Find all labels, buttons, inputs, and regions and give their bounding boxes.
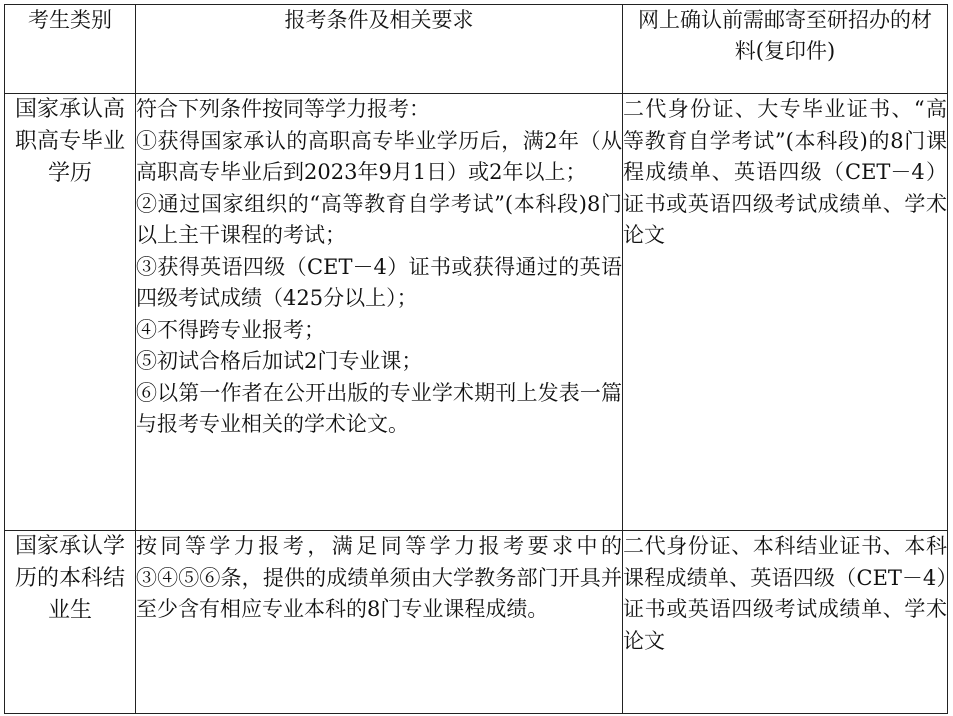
header-row: [5, 5, 948, 94]
conditions-cell: [136, 531, 623, 714]
header-materials: 网上确认前需邮寄至研招办的材料(复印件): [623, 5, 948, 94]
condition-line: ⑥以第一作者在公开出版的专业学术期刊上发表一篇与报考专业相关的学术论文。: [136, 380, 622, 436]
condition-line: ⑤初试合格后加试2门专业课；: [136, 349, 423, 373]
condition-line: ④不得跨专业报考；: [136, 317, 325, 342]
condition-line: ①获得国家承认的高职高专毕业学历后，满2年（从高职高专毕业后到2023年9月1日）或2年以上；: [136, 128, 622, 184]
category-cell: 国家承认高职高专毕业学历: [5, 94, 136, 531]
condition-line: ②通过国家组织的“高等教育自学考试”(本科段)8门以上主干课程的考试；: [136, 191, 622, 247]
header-category: 考生类别: [5, 5, 136, 94]
condition-line: ③获得英语四级（CET－4）证书或获得通过的英语四级考试成绩（425分以上）；: [136, 254, 622, 310]
category-cell: 国家承认学历的本科结业生: [5, 531, 136, 714]
requirements-table: [4, 4, 948, 714]
conditions-cell: [136, 94, 623, 531]
materials-cell: 二代身份证、大专毕业证书、“高等教育自学考试”(本科段)的8门课程成绩单、英语四级（CET－4）证书或英语四级考试成绩单、学术论文: [623, 94, 948, 531]
table-row: [5, 531, 948, 714]
table-row: [5, 94, 948, 531]
condition-line: 符合下列条件按同等学力报考：: [136, 97, 430, 121]
materials-cell: 二代身份证、本科结业证书、本科课程成绩单、英语四级（CET－4）证书或英语四级考试成绩单、学术论文: [623, 531, 948, 714]
condition-line: 按同等学力报考，满足同等学力报考要求中的③④⑤⑥条，提供的成绩单须由大学教务部门开具并至少含有相应专业本科的8门专业课程成绩。: [136, 534, 622, 621]
header-conditions: 报考条件及相关要求: [136, 5, 623, 94]
